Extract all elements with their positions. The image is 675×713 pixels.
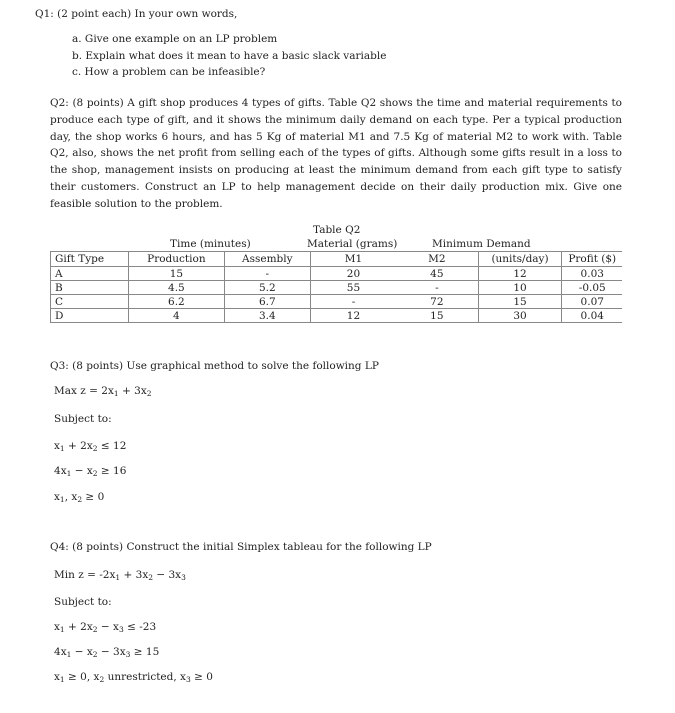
q4-constraint-1: $x_1 + 2x_2 - x_3 \le -23$ (54, 621, 157, 634)
table-cell: 12 (478, 267, 562, 281)
q4-title: Q4: (8 points) Construct the initial Simplex tableau for the following LP (50, 541, 432, 553)
q1-item-a: a. Give one example on an LP problem (72, 33, 278, 45)
q4-objective: Min $z = -2x_1 + 3x_2 - 3x_3$ (54, 569, 186, 582)
table-cell: 0.03 (562, 267, 622, 281)
table-header: M1 (310, 252, 396, 267)
table-row (51, 281, 623, 295)
table-cell: 4 (128, 309, 224, 323)
table-cell: -0.05 (562, 281, 622, 295)
table-cell: 0.04 (562, 309, 622, 323)
table-cell: 20 (310, 267, 396, 281)
table-cell: - (310, 295, 396, 309)
table-caption: Table Q2 (313, 224, 361, 236)
q3-title: Q3: (8 points) Use graphical method to solve the following LP (50, 360, 379, 372)
table-header: Gift Type (51, 252, 129, 267)
table-cell: C (51, 295, 129, 309)
table-cell: 45 (396, 267, 478, 281)
table-row (51, 267, 623, 281)
q4-subject-to: Subject to: (54, 596, 112, 608)
table-header: Assembly (224, 252, 310, 267)
table-cell: 55 (310, 281, 396, 295)
table-cell: 72 (396, 295, 478, 309)
table-cell: 15 (478, 295, 562, 309)
table-cell: A (51, 267, 129, 281)
table-cell: 0.07 (562, 295, 622, 309)
table-group-time: Time (minutes) (170, 238, 251, 250)
q4-constraint-2: $4x_1 - x_2 - 3x_3 \ge 15$ (54, 646, 160, 659)
q3-constraint-2: $4x_1 - x_2 \ge 16$ (54, 465, 127, 478)
q1-title: Q1: (2 point each) In your own words, (35, 8, 238, 20)
table-cell: 15 (396, 309, 478, 323)
q3-nonnegativity: $x_1$, $x_2 \ge 0$ (54, 491, 105, 504)
q4-variable-domains: $x_1 \ge 0$, $x_2$ unrestricted, $x_3 \ge 0$ (54, 671, 213, 684)
table-cell: 15 (128, 267, 224, 281)
table-cell: 30 (478, 309, 562, 323)
table-header: Profit ($) (562, 252, 622, 267)
table-cell: 10 (478, 281, 562, 295)
table-cell: 6.7 (224, 295, 310, 309)
table-cell: B (51, 281, 129, 295)
table-cell: 3.4 (224, 309, 310, 323)
q3-objective: Max $z = 2x_1 + 3x_2$ (54, 385, 152, 398)
table-header: Production (128, 252, 224, 267)
table-cell: - (396, 281, 478, 295)
table-group-demand: Minimum Demand (432, 238, 531, 250)
q1-item-b: b. Explain what does it mean to have a basic slack variable (72, 49, 387, 62)
q1-item-c: c. How a problem can be infeasible? (72, 66, 266, 78)
table-cell: 6.2 (128, 295, 224, 309)
table-header: M2 (396, 252, 478, 267)
table-cell: 5.2 (224, 281, 310, 295)
table-group-material: Material (grams) (307, 238, 398, 250)
table-row (51, 295, 623, 309)
q1-list (72, 33, 386, 83)
q2-paragraph: Q2: (8 points) A gift shop produces 4 types of gifts. Table Q2 shows the time and material requirements to produce each type of gift, and it shows the minimum daily demand on each type. Per a typical production day, the shop works 6 hours, and has 5 Kg of material M1 and 7.5 Kg of material M2 to work with. Table Q2, also, shows the net profit from selling each of the types of gifts. Although some gifts result in a loss to the shop, management insists on producing at least the minimum demand from each gift type to satisfy their customers. Construct an LP to help management decide on their daily production mix. Give one feasible solution to the problem. (50, 97, 622, 210)
table-cell: - (224, 267, 310, 281)
table-cell: D (51, 309, 129, 323)
q3-subject-to: Subject to: (54, 413, 112, 425)
gift-table (50, 251, 622, 323)
table-cell: 12 (310, 309, 396, 323)
q3-constraint-1: $x_1 + 2x_2 \le 12$ (54, 440, 127, 453)
table-row (51, 309, 623, 323)
table-header-row (51, 252, 623, 267)
table-header: (units/day) (478, 252, 562, 267)
table-cell: 4.5 (128, 281, 224, 295)
